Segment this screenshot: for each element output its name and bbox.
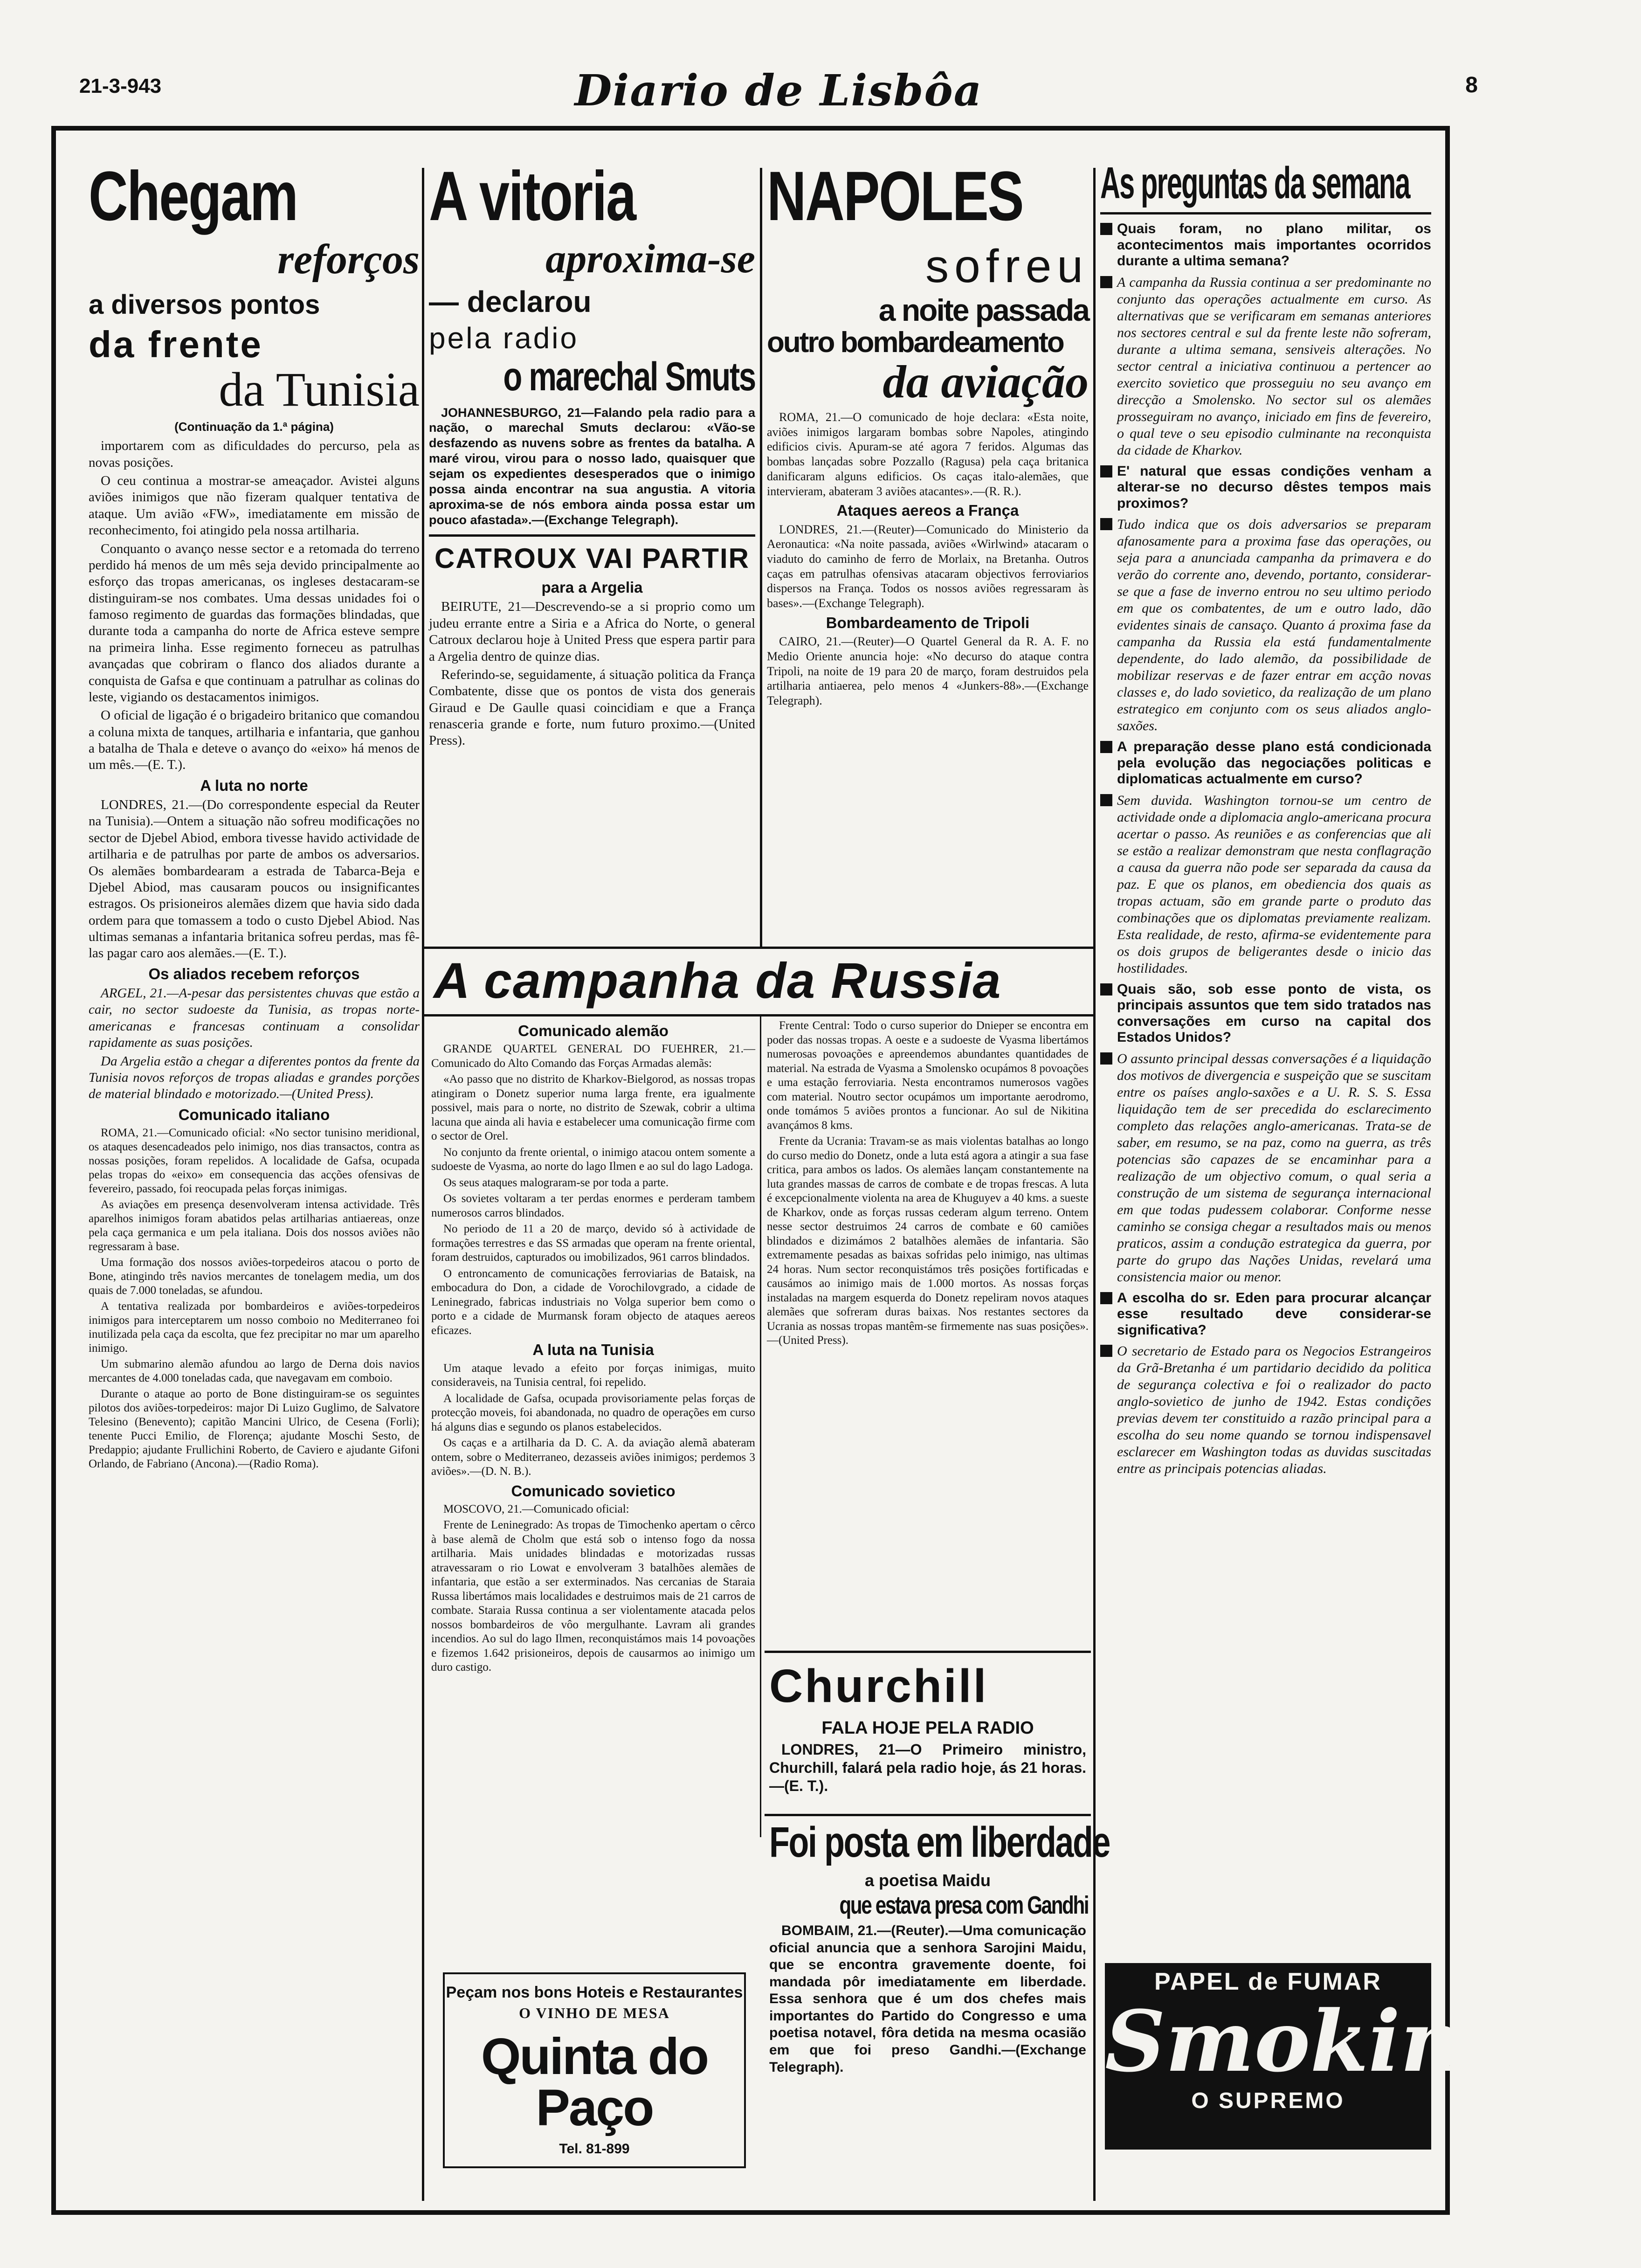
body-paragraph: A tentativa realizada por bombardeiros e aviões-torpedeiros inimigos para interceptarem um nosso comboio no Mediterraneo foi inutilizada pela caça da escolta, que fez precipitar no mar um aparelho inimigo.	[89, 1300, 420, 1355]
bullet-icon	[1100, 1052, 1112, 1065]
body-paragraph: O oficial de ligação é o brigadeiro britanico que comandou a coluna mixta de tanques, artilharia e infantaria, que ganhou a batalha de Thala e deteve o avanço do «eixo» há menos de um mês.—(E. T.).	[89, 708, 420, 773]
article-churchill	[769, 1658, 1086, 1797]
headline-chegam: Chegam	[89, 157, 297, 235]
ad-line: Peçam nos bons Hoteis e Restaurantes	[446, 1984, 743, 2001]
body-paragraph: As aviações em presença desenvolveram intensa actividade. Três aparelhos inimigos foram abatidos pelas artilharias antiaereas, onze pela caça germanica e um pela italiana. Dois dos nossos aviões não regressaram à base.	[89, 1198, 420, 1253]
body-paragraph: GRANDE QUARTEL GENERAL DO FUEHRER, 21.—Comunicado do Alto Comando das Forças Armadas alemãs:	[431, 1043, 755, 1070]
ad-line: PAPEL de FUMAR	[1154, 1968, 1382, 1995]
answer: Tudo indica que os dois adversarios se preparam afanosamente para a proxima fase das operações, ou seja para a anunciada campanha da primavera e do verão do corrente ano, devendo, portanto, considerar-se que a fase de inverno entrou no seu ultimo periodo em que os combatentes, de um e outro lado, dão evidentes sinais de cansaço. Quanto á proxima fase da campanha da Russia ela está fundamentalmente dependente, do lado alemão, da possibilidade de mobilizar reservas e de fazer entrar em acção novas classes e, do lado sovietico, da realização de um plano estrategico em conjunto com os seus aliados anglo-saxões.	[1117, 517, 1431, 733]
bullet-icon	[1100, 465, 1112, 477]
article-maidu	[769, 1819, 1110, 2078]
column-rule	[760, 1016, 761, 1837]
subhead-frente: da frente	[89, 324, 263, 366]
subhead-pontos: a diversos pontos	[89, 289, 320, 320]
body-paragraph: ROMA, 21.—Comunicado oficial: «No sector tunisino meridional, os ataques desencadeados pelo inimigo, nos dias transactos, contra as nossas posições, foram repelidos. A localidade de Gafsa, ocupada pelas tropas do «eixo» em consequencia das acções ofensivas de fevereiro, passado, foi reocupada pelas forças inimigas.	[89, 1126, 420, 1195]
qa-item	[1100, 221, 1431, 459]
column-rule	[422, 168, 424, 2201]
headline-liberdade: Foi posta em liberdade	[769, 1819, 1110, 1866]
answer: Sem duvida. Washington tornou-se um centro de actividade onde a diplomacia anglo-americana procura acertar o passo. As reuniões e as conferencias que ali se estão a realizar demonstram que nesta conflagração a causa da guerra não pode ser separada da causa da paz. E que os planos, em obediencia dos quais as tropas actuam, são em grande parte o produto das combinações que os diplomatas previamente realizam. Esta realidade, de resto, afirma-se evidentemente para os dois grupos de beligerantes desde o inicio das hostilidades.	[1117, 792, 1431, 976]
headline-catroux: CATROUX VAI PARTIR	[434, 543, 750, 574]
body-paragraph: LONDRES, 21.—(Do correspondente especial da Reuter na Tunisia).—Ontem a situação não sofreu modificações no sector de Djebel Abiod, embora tivesse havido actividade de artilharia e de patrulhas por parte de ambos os adversarios. Os alemães bombardearam a estrada de Tabarca-Beja e Djebel Abiod, mas causaram poucos ou insignificantes estragos. Os prisioneiros alemães dizem que havia sido dada ordem para que tomassem a todo o custo Djebel Abiod. Nas ultimas semanas a infantaria britanica sofreu perdas, mas fê-las pagar caro aos alemães.—(E. T.).	[89, 797, 420, 961]
qa-item	[1100, 982, 1431, 1286]
ad-line: O SUPREMO	[1191, 2088, 1345, 2113]
divider	[429, 534, 755, 537]
body-paragraph: No periodo de 11 a 20 de março, devido só à actividade de formações terrestres e das SS armadas que operam na frente oriental, foram destruidos, capturados ou imobilizados, 961 carros blindados.	[431, 1223, 755, 1264]
bullet-icon	[1100, 983, 1112, 996]
ad-smoking	[1105, 1963, 1520, 2150]
bullet-icon	[1100, 794, 1112, 806]
qa-item	[1100, 463, 1431, 735]
subhead-bombardeamento: outro bombardeamento	[767, 326, 1063, 359]
column-smuts	[429, 157, 755, 751]
ad-phone: Tel. 81-899	[559, 2141, 630, 2157]
body-paragraph: Frente Central: Todo o curso superior do Dnieper se encontra em poder das nossas tropas. A oeste e a sudoeste de Vyasma libertámos numerosas povoações e apreendemos abundantes quantidades de material. Na estrada de Vyasma a Smolensko ocupámos 8 povoações e uma estação ferroviaria. Nesta encontramos numerosos vagões com material. Noutro sector ocupámos um importante aerodromo, onde tomámos 5 aviões prontos a funcionar. Ao sul de Nikitina avançámos 8 kms.	[767, 1019, 1089, 1132]
body-paragraph: Um submarino alemão afundou ao largo de Derna dois navios mercantes de 4.000 toneladas cada, que navegavam em comboio.	[89, 1357, 420, 1384]
question: E' natural que essas condições venham a alterar-se no decurso dêstes tempos mais proximos?	[1117, 463, 1431, 511]
headline-churchill: Churchill	[769, 1660, 988, 1712]
body-paragraph: Frente da Ucrania: Travam-se as mais violentas batalhas ao longo do curso medio do Donetz, onde a luta está agora a atingir a sua fase critica, para ambos os lados. Os alemães lançam constantemente na luta grandes massas de carros de combate e de tropas frescas. A luta é excepcionalmente violenta na area de Khuguyev a 40 kms. a sueste de Kharkov, onde as forças russas cederam algum terreno. Ontem nesse sector destruimos 24 carros de combate e 60 camiões blindados e dizimámos 2 batalhões alemães de infantaria. São extremamente pesadas as baixas sofridas pelo inimigo, nas ultimas 24 horas. Num sector reconquistámos três posições fortificadas e causámos ao inimigo mais de 1.000 mortos. As nossas forças instaladas na margem esquerda do Donetz repeliram novos ataques alemães que sofreram duras baixas. Nos restantes sectores da Ucrania as nossas tropas mantêm-se firmemente nas suas posições».—(United Press).	[767, 1135, 1089, 1347]
qa-item	[1100, 739, 1431, 977]
column-rule	[760, 168, 762, 947]
bullet-icon	[1100, 1345, 1112, 1357]
ad-line: O VINHO DE MESA	[519, 2005, 670, 2021]
qa-item	[1100, 1290, 1431, 1478]
body-paragraph: Os sovietes voltaram a ter perdas enormes e perderam tambem numerosos carros blindados.	[431, 1192, 755, 1219]
section-heading: A luta na Tunisia	[532, 1341, 654, 1359]
subhead-smuts: o marechal Smuts	[503, 354, 755, 399]
body-paragraph: «Ao passo que no distrito de Kharkov-Bielgorod, as nossas tropas atingiram o Donetz superior numa larga frente, era igualmente possivel, mais para o norte, no distrito de Szewak, cobrir a ultima lacuna que ainda ali havia e estabelecer uma comunicação firme com o sector de Orel.	[431, 1073, 755, 1143]
bullet-icon	[1100, 1292, 1112, 1304]
body-paragraph: CAIRO, 21.—(Reuter)—O Quartel General da R. A. F. no Medio Oriente anuncia hoje: «No decurso do ataque contra Tripoli, na noite de 19 para 20 de março, foram destruidos pela artilharia antiaerea, pelo menos 4 «Junkers-88».—(Exchange Telegraph).	[767, 635, 1089, 707]
section-heading: Comunicado sovietico	[511, 1482, 676, 1500]
bullet-icon	[1100, 276, 1112, 288]
subhead-aproxima: aproxima-se	[545, 236, 755, 282]
body-paragraph: O entroncamento de comunicações ferroviarias de Bataisk, na embocadura do Don, a cidade de Vorochilovgrado, a cidade de Leninegrado, fabricas industriais no Volga superior bem como o porto e a cidade de Murmansk foram objecto de ataques aereos eficazes.	[431, 1267, 755, 1337]
body-paragraph: Um ataque levado a efeito por forças inimigas, muito consideraveis, na Tunisia central, foi repelido.	[431, 1362, 755, 1389]
headline-preguntas: As preguntas da semana	[1100, 158, 1410, 208]
body-paragraph: Uma formação dos nossos aviões-torpedeiros atacou o porto de Bone, atingindo três navios mercantes de tonelagem media, um dos quais de 7.000 toneladas, se afundou.	[89, 1256, 420, 1297]
body-paragraph: Frente de Leninegrado: As tropas de Timochenko apertam o cêrco à base alemã de Cholm que está sob o intenso fogo da nossa artilharia. Mais unidades blindadas e motorizadas russas atravessaram o rio Lowat e envolveram 3 batalhões alemães de infantaria, que estão a ser exterminados. Nas cercanias de Staraia Russa libertámos mais localidades e destruimos mais de 21 carros de combate. Staraia Russa continua a ser violentamente atacada pelos nossos bombardeiros de vôo mergulhante. Lavram ali grandes incendios. Ao sul do lago Ilmen, reconquistámos mais 14 povoações e fizemos 1.642 prisioneiros, depois de causarmos ao inimigo um duro castigo.	[431, 1519, 755, 1674]
divider	[765, 1651, 1091, 1653]
bullet-icon	[1100, 223, 1112, 235]
column-preguntas	[1100, 158, 1431, 1482]
question: A preparação desse plano está condicionada pela evolução das negociações politicas e diplomaticas actualmente em curso?	[1117, 739, 1431, 787]
divider	[422, 947, 1096, 949]
section-heading: Ataques aereos a França	[836, 502, 1019, 519]
masthead	[79, 65, 1478, 121]
headline-russia: A campanha da Russia	[434, 952, 1002, 1009]
body-paragraph: ROMA, 21.—O comunicado de hoje declara: «Esta noite, aviões inimigos largaram bombas sobre Napoles, atingindo edificios civis. Apuram-se até agora 7 feridos. Algumas das bombas lançadas sobre Pozzallo (Ragusa) pela caça britanica danificaram alguns edificios. Os caças italo-alemães, que intervieram, abateram 3 aviões atacantes».—(R. R.).	[767, 410, 1089, 498]
subhead-maidu: a poetisa Maidu	[864, 1871, 991, 1890]
subhead-noite: a noite passada	[878, 293, 1089, 327]
body-paragraph: LONDRES, 21—O Primeiro ministro, Churchill, falará pela radio hoje, ás 21 horas.—(E. T.).	[769, 1741, 1086, 1795]
subhead-argelia: para a Argelia	[541, 579, 643, 596]
body-paragraph: LONDRES, 21.—(Reuter)—Comunicado do Ministerio da Aeronautica: «Na noite passada, aviões «Wirlwind» atacaram o viaduto do caminho de ferro de Morlaix, na Bretanha. Outros caças em patrulhas ofensivas atacaram objectivos ferroviarios dispersos na França. Todos os nossos aviões regressaram às bases».—(Exchange Telegraph).	[767, 522, 1089, 610]
answer: A campanha da Russia continua a ser predominante no conjunto das operações actualmente em curso. As alternativas que se verificaram em semanas anteriores nos sectores central e sul da frente leste não sofreram, durante a ultima semana, sensiveis alterações. No sector central a iniciativa continuou a pertencer ao exercito sovietico que prosseguiu no seu avanço em direcção a Smolensko. No sector sul os alemães prosseguiram no avanço, iniciado em fins de fevereiro, o qual teve o seu episodio culminante na reconquista da cidade de Kharkov.	[1117, 274, 1431, 458]
column-tunisia	[89, 157, 420, 1473]
subhead-tunisia: da Tunisia	[219, 363, 420, 417]
body-paragraph: Durante o ataque ao porto de Bone distinguiram-se os seguintes pilotos dos aviões-torpedeiros: major Di Luizo Guglimo, de Salvatore Telesino (Benevento); capitão Mancini Ulrico, de Cesena (Forli); tenente Pucci Emilio, de Florença; ajudante Moschi Sesto, de Predappio; ajudante Frullichini Roberto, de Caviero e ajudante Gifoni Orlando, de Fabriano (Ancona).—(Radio Roma).	[89, 1387, 420, 1470]
column-napoles	[767, 157, 1089, 710]
section-heading: A luta no norte	[200, 776, 308, 794]
ad-brand: Smoking	[1105, 1992, 1520, 2091]
body-paragraph: MOSCOVO, 21.—Comunicado oficial:	[443, 1502, 629, 1515]
subhead-reforcos: reforços	[277, 236, 420, 283]
headline-napoles: NAPOLES	[767, 157, 1023, 235]
question: Quais foram, no plano militar, os acontecimentos mais importantes ocorridos durante a ultima semana?	[1117, 221, 1431, 269]
answer: O assunto principal dessas conversações é a liquidação dos motivos de divergencia e suspeição que se suscitam entre os países anglo-saxões e a U. R. S. S. Essa liquidação tem de ser precedida do esclarecimento completo das relações anglo-americanas. Trata-se de saber, em resumo, se na paz, como na guerra, as três potencias são capazes de se encaminhar para a realização de um objectivo comum, o qual seria a construção de um sistema de segurança internacional em que todas pudessem colaborar. Conforme nesse caminho se consiga chegar a resultados mais ou menos praticos, assim a condução estrategica da guerra, por parte do grupo das Nações Unidas, revelará uma consistencia maior ou menor.	[1117, 1051, 1431, 1285]
body-paragraph: ARGEL, 21.—A-pesar das persistentes chuvas que estão a cair, no sector sudoeste da Tunisia, as tropas norte-americanas e francesas continuam a consolidar rapidamente as suas posições.	[89, 986, 420, 1051]
body-paragraph: importarem com as dificuldades do percurso, pela as novas posições.	[89, 438, 420, 470]
answer: O secretario de Estado para os Negocios Estrangeiros da Grã-Bretanha é um partidario decidido da politica de segurança colectiva e foi o realizador do pacto anglo-sovietico de junho de 1942. Estas condições previas devem ter constituido a razão principal para a escolha do seu nome quando se tornou indispensavel esclarecer em Washington todas as duvidas suscitadas entre as principais potencias aliadas.	[1117, 1343, 1431, 1476]
issue-date: 21-3-943	[79, 75, 162, 97]
body-paragraph: JOHANNESBURGO, 21—Falando pela radio para a nação, o marechal Smuts declarou: «Vão-se desfazendo as nuvens sobre as frentes da batalha. A maré virou, virou para o nosso lado, quaisquer que sejam os expedientes desesperados que o inimigo possa ainda encontrar na sua angustia. A vitoria aproxima-se de nós embora ainda possa estar um pouco afastada».—(Exchange Telegraph).	[429, 405, 755, 527]
newspaper-title: Diario de Lisbôa	[574, 65, 983, 116]
body-paragraph: BOMBAIM, 21.—(Reuter).—Uma comunicação oficial anuncia que a senhora Sarojini Maidu, que se encontra gravemente doente, foi mandada pôr imediatamente em liberdade. Essa senhora que é um dos chefes mais importantes do Partido do Congresso e uma poetisa notavel, fôra detida na mesma ocasião em que foi preso Gandhi.—(Exchange Telegraph).	[769, 1922, 1086, 2075]
question: Quais são, sob esse ponto de vista, os principais assuntos que tem sido tratados nas conversações em curso na capital dos Estados Unidos?	[1117, 981, 1431, 1045]
divider	[765, 1814, 1091, 1816]
divider	[422, 1014, 1096, 1016]
subhead-aviacao: da aviação	[883, 356, 1089, 408]
continuation-note: (Continuação da 1.ª página)	[174, 419, 334, 434]
body-paragraph: O ceu continua a mostrar-se ameaçador. Avistei alguns aviões inimigos que não fizeram qualquer tentativa de ataque. Um avião «FW», imediatamente em missão de reconhecimento, foi atingido pela nossa artilharia.	[89, 473, 420, 538]
question: A escolha do sr. Eden para procurar alcançar esse resultado deve considerar-se significativa?	[1117, 1290, 1431, 1338]
body-paragraph: Da Argelia estão a chegar a diferentes pontos da frente da Tunisia novos reforços de tropas aliadas e grandes porções de material blindado e motorizado.—(United Press).	[89, 1053, 420, 1102]
subhead-declarou: — declarou	[429, 285, 592, 319]
body-paragraph: BEIRUTE, 21—Descrevendo-se a si proprio como um judeu errante entre a Siria e a Africa do Norte, o general Catroux declarou hoje à United Press que espera partir para a Argelia dentro de quinze dias.	[429, 599, 755, 664]
subhead-radio: pela radio	[429, 321, 579, 355]
body-paragraph: Os caças e a artilharia da D. C. A. da aviação alemã abateram ontem, sobre o Mediterraneo, dezasseis aviões inimigos; perdemos 3 aviões».—(D. N. B.).	[431, 1437, 755, 1478]
ad-brand: Quinta do Paço	[481, 2028, 708, 2137]
body-paragraph: Referindo-se, seguidamente, á situação politica da França Combatente, disse que os pontos de vista dos generais Giraud e De Gaulle quasi coincidiam e que a França renasceria grande e forte, num futuro proximo.—(United Press).	[429, 667, 755, 748]
subhead-radio: FALA HOJE PELA RADIO	[821, 1718, 1034, 1738]
section-heading: Comunicado alemão	[518, 1022, 669, 1039]
body-paragraph: Os seus ataques malograram-se por toda a parte.	[443, 1176, 669, 1189]
section-heading: Comunicado italiano	[178, 1106, 330, 1123]
section-heading: Os aliados recebem reforços	[148, 965, 360, 982]
headline-vitoria: A vitoria	[429, 157, 635, 235]
subhead-gandhi: que estava presa com Gandhi	[839, 1891, 1089, 1919]
column-russia-left	[431, 1019, 755, 1677]
ad-quinta-do-paco	[443, 1972, 746, 2168]
page-number: 8	[1465, 73, 1478, 97]
bullet-icon	[1100, 518, 1112, 530]
section-heading: Bombardeamento de Tripoli	[826, 614, 1030, 631]
bullet-icon	[1100, 741, 1112, 753]
column-rule	[1093, 168, 1096, 2201]
body-paragraph: No conjunto da frente oriental, o inimigo atacou ontem somente a sudoeste de Vyasma, ao norte do lago Ilmen e ao sul do lago Ladoga.	[431, 1146, 755, 1173]
body-paragraph: Conquanto o avanço nesse sector e a retomada do terreno perdido há menos de um mês seja devido principalmente ao esforço das tropas americanas, os ingleses destacaram-se distinguiram-se nos combates. Uma dessas unidades foi o famoso regimento de guardas das formações blindadas, que durante toda a campanha do norte de Africa esteve sempre na primeira linha. Esse regimento forneceu as patrulhas avançadas que cobriram o flanco dos aliados durante a conquista de Gafsa e que continuam a patrulhar as colinas do leste, vigiando os destacamentos inimigos.	[89, 541, 420, 705]
column-russia-right	[767, 1019, 1089, 1350]
body-paragraph: A localidade de Gafsa, ocupada provisoriamente pelas forças de protecção moveis, foi abandonada, no quadro de operações em curso há alguns dias e segundo os planos estabelecidos.	[431, 1392, 755, 1433]
subhead-sofreu: sofreu	[925, 240, 1089, 292]
